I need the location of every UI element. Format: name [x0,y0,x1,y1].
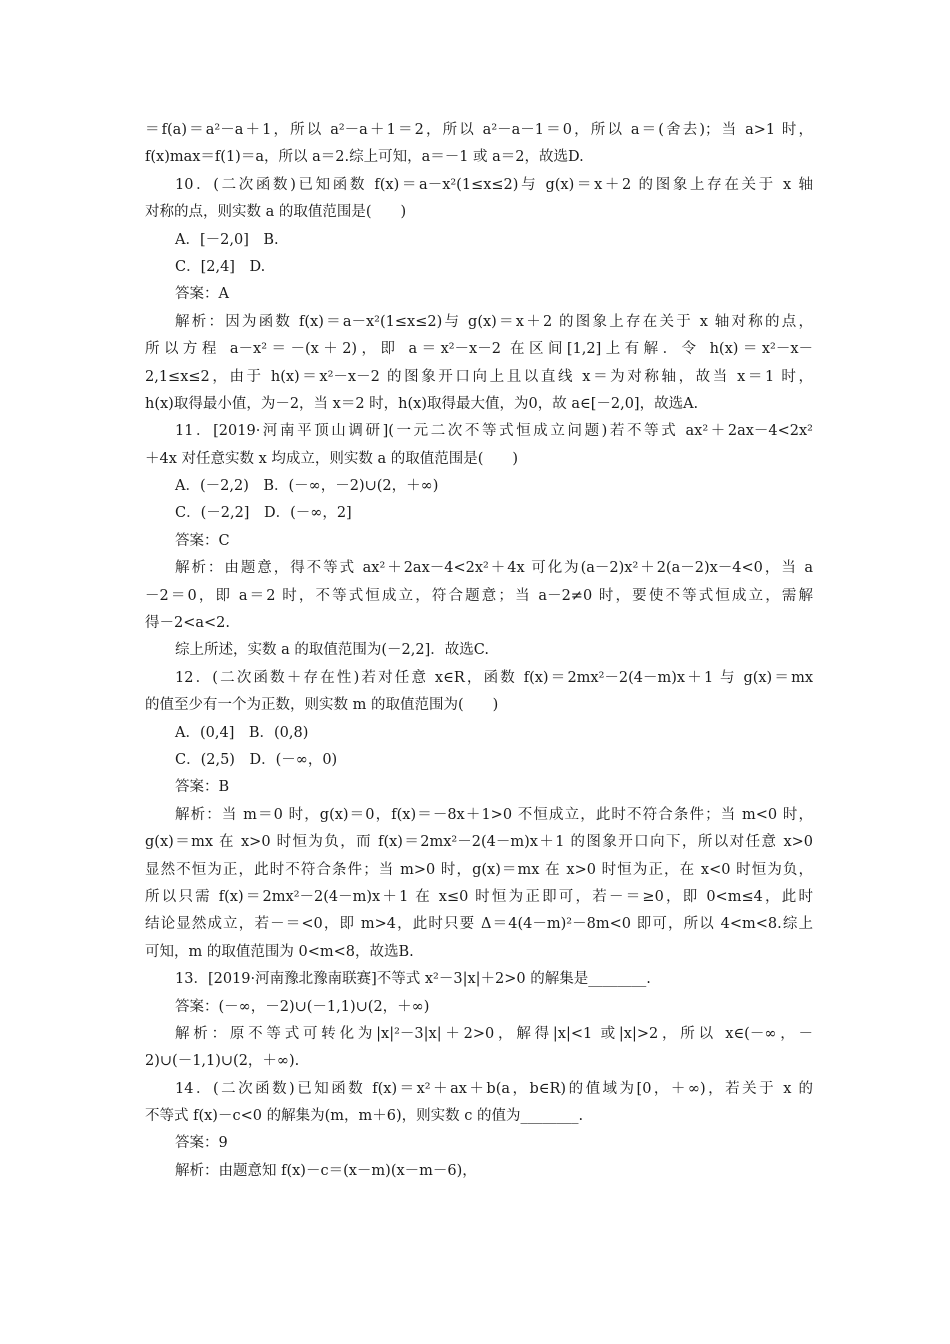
text-line: A．(－2,2) B．(－∞，－2)∪(2，＋∞) [175,478,439,495]
text-line: 2,1≤x≤2，由于 h(x)＝x²－x－2 的图象开口向上且以直线 x＝为对称轴，故当 x＝1 时， [145,368,813,385]
text-line: 结论显然成立，若－＝<0，即 m>4，此时只要 Δ＝4(4－m)²－8m<0 即可，所以 4<m<8.综上 [145,916,813,933]
text-line: 解析：由题意知 f(x)－c＝(x－m)(x－m－6)， [175,1162,477,1179]
text-line: 得－2<a<2. [145,615,231,632]
text-line: －2＝0，即 a＝2 时，不等式恒成立，符合题意；当 a－2≠0 时，要使不等式恒成立，需解 [145,587,813,604]
text-line: 解析：因为函数 f(x)＝a－x²(1≤x≤2)与 g(x)＝x＋2 的图象上存在关于 x 轴对称的点， [175,313,813,330]
text-line: ＝f(a)＝a²－a＋1，所以 a²－a＋1＝2，所以 a²－a－1＝0，所以 a＝(舍去)；当 a>1 时， [145,122,813,138]
text-line: 10．(二次函数)已知函数 f(x)＝a－x²(1≤x≤2)与 g(x)＝x＋2 的图象上存在关于 x 轴 [175,176,813,193]
text-line: 所以只需 f(x)＝2mx²－2(4－m)x＋1 在 x≤0 时恒为正即可，若－＝≥0，即 0<m≤4，此时 [145,888,813,905]
text-line: 所以方程 a－x²＝－(x＋2)，即 a＝x²－x－2 在区间[1,2]上有解．令 h(x)＝x²－x－ [145,341,813,358]
text-line: 11．[2019·河南平顶山调研](一元二次不等式恒成立问题)若不等式 ax²＋2ax－4<2x² [175,423,813,440]
text-line: 对称的点，则实数 a 的取值范围是( ) [145,204,407,221]
text-line: 答案：9 [175,1135,228,1152]
text-line: ＋4x 对任意实数 x 均成立，则实数 a 的取值范围是( ) [145,450,519,467]
text-line: 13．[2019·河南豫北豫南联赛]不等式 x²－3|x|＋2>0 的解集是________. [175,971,651,988]
text-line: g(x)＝mx 在 x>0 时恒为负，而 f(x)＝2mx²－2(4－m)x＋1 的图象开口向下，所以对任意 x>0 [145,834,813,851]
text-line: A．[－2,0] B. [175,231,279,248]
text-line: 答案：C [175,532,230,549]
text-line: 综上所述，实数 a 的取值范围为(－2,2]．故选C. [175,642,489,659]
text-line: h(x)取得最小值，为－2，当 x＝2 时，h(x)取得最大值，为0，故 a∈[－2,0]，故选A. [145,395,699,412]
document-body [145,117,813,1185]
text-line: 14．(二次函数)已知函数 f(x)＝x²＋ax＋b(a，b∈R)的值域为[0，＋∞)，若关于 x 的 [175,1080,813,1097]
text-line: 的值至少有一个为正数，则实数 m 的取值范围为( ) [145,697,499,714]
text-line: 解析：由题意，得不等式 ax²＋2ax－4<2x²＋4x 可化为(a－2)x²＋2(a－2)x－4<0，当 a [175,560,813,577]
text-line: 12．(二次函数＋存在性)若对任意 x∈R，函数 f(x)＝2mx²－2(4－m)x＋1 与 g(x)＝mx [175,669,813,686]
text-line: 不等式 f(x)－c<0 的解集为(m，m＋6)，则实数 c 的值为________. [145,1108,584,1125]
text-line: 解析：原不等式可转化为|x|²－3|x|＋2>0，解得|x|<1 或|x|>2，所以 x∈(－∞，－ [175,1025,813,1042]
text-line: 可知，m 的取值范围为 0<m<8，故选B. [145,943,414,960]
text-line: 解析：当 m＝0 时，g(x)＝0，f(x)＝－8x＋1>0 不恒成立，此时不符合条件；当 m<0 时， [175,806,813,823]
text-line: 2)∪(－1,1)∪(2，＋∞). [145,1053,300,1070]
text-line: 答案：A [175,286,229,303]
text-line: 答案：B [175,779,230,796]
text-line: 答案：(－∞，－2)∪(－1,1)∪(2，＋∞) [175,998,430,1015]
text-line: C．[2,4] D. [175,258,266,275]
text-line: f(x)max＝f(1)＝a，所以 a＝2.综上可知，a＝－1 或 a＝2，故选D. [145,149,584,166]
text-line: A．(0,4] B．(0,8) [175,724,309,741]
text-line: C．(－2,2] D．(－∞，2] [175,505,352,522]
text-line: 显然不恒为正，此时不符合条件；当 m>0 时，g(x)＝mx 在 x>0 时恒为正，在 x<0 时恒为负， [145,861,813,878]
text-line: C．(2,5) D．(－∞，0) [175,751,338,768]
